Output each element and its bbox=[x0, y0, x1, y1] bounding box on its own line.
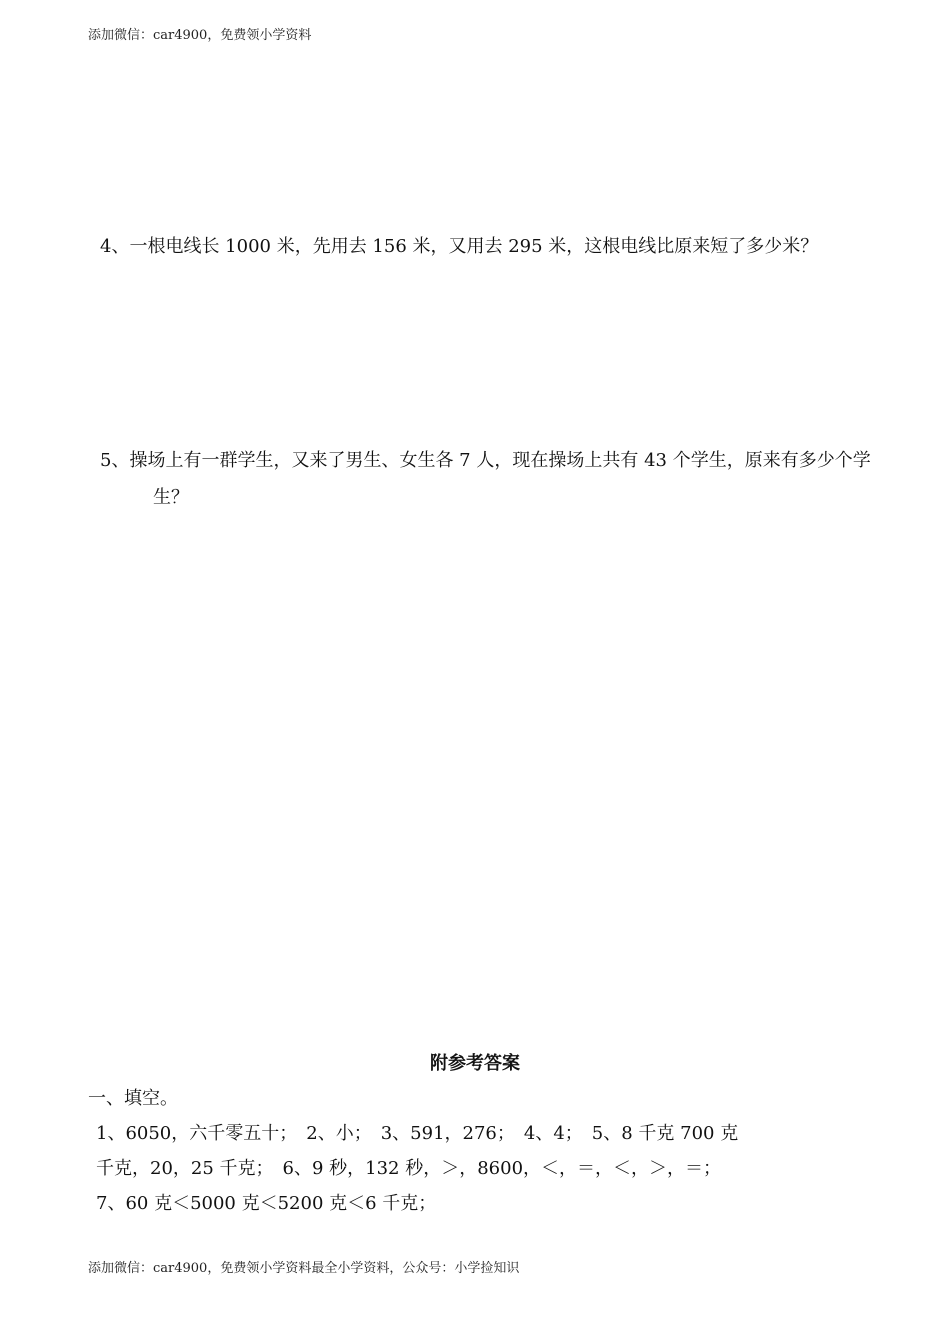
question-5-line-1: 5、操场上有一群学生，又来了男生、女生各 7 人，现在操场上共有 43 个学生，原来有多少个学 bbox=[100, 450, 871, 471]
answer-line: 千克，20，25 千克； 6、9 秒，132 秒，＞，8600，＜，＝，＜，＞，＝； bbox=[96, 1158, 722, 1179]
page-header: 添加微信：car4900，免费领小学资料 bbox=[88, 28, 312, 43]
answer-section-heading: 一、填空。 bbox=[88, 1088, 178, 1109]
question-4: 4、一根电线长 1000 米，先用去 156 米，又用去 295 米，这根电线比原来短了多少米？ bbox=[100, 236, 819, 257]
answer-line: 1、6050，六千零五十； 2、小； 3、591，276； 4、4； 5、8 千克 700 克 bbox=[96, 1123, 739, 1144]
answer-line: 7、60 克＜5000 克＜5200 克＜6 千克； bbox=[96, 1193, 437, 1214]
question-5-line-2: 生？ bbox=[153, 487, 189, 508]
answer-key-title: 附参考答案 bbox=[430, 1053, 520, 1074]
page-footer: 添加微信：car4900，免费领小学资料最全小学资料，公众号：小学捡知识 bbox=[88, 1261, 520, 1276]
